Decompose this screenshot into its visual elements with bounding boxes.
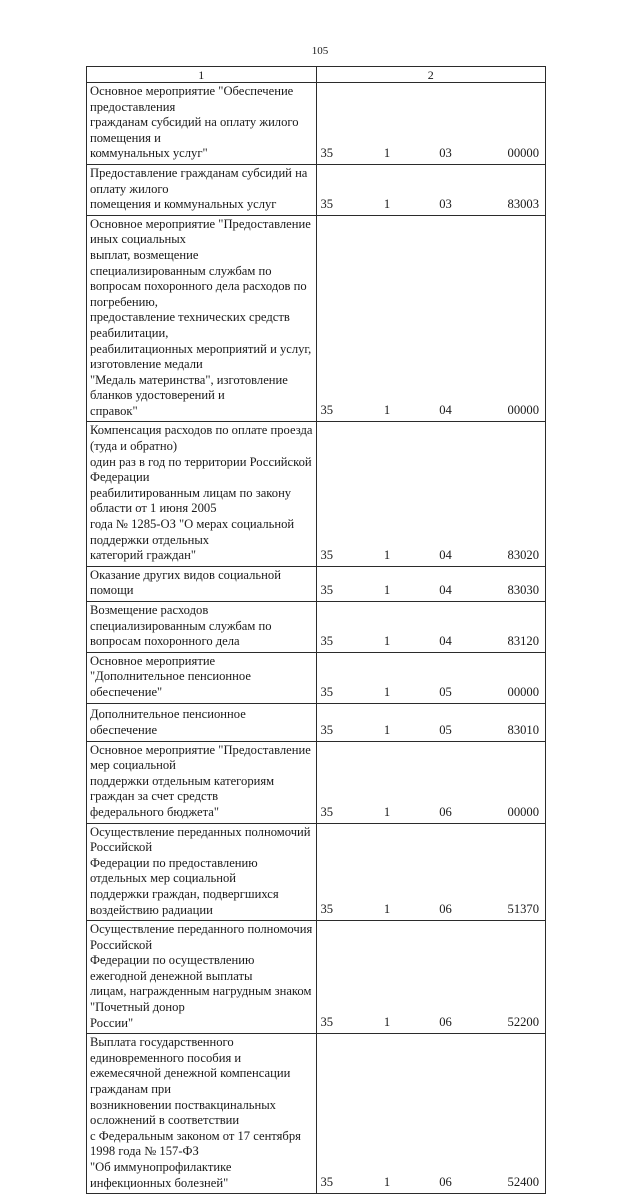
code-program: 35 [320, 684, 334, 699]
code-program: 35 [320, 804, 334, 819]
code-measure: 03 [439, 196, 452, 211]
row-description [87, 703, 317, 741]
row-description [87, 602, 317, 653]
row-code [316, 652, 546, 703]
code-subprogram: 1 [383, 804, 391, 819]
code-direction: 83030 [507, 583, 539, 597]
row-code [316, 164, 546, 215]
description-line: реабилитационных мероприятий и услуг, изготовление медали [90, 341, 312, 372]
code-measure: 04 [439, 583, 452, 597]
code-measure: 06 [439, 1015, 452, 1030]
code-measure: 05 [439, 684, 452, 699]
description-line: лицам, награжденным нагрудным знаком "Почетный донор [90, 984, 312, 1015]
code-direction: 83010 [507, 722, 539, 737]
code-subprogram: 1 [383, 403, 391, 418]
description-line: гражданам субсидий на оплату жилого помещения и [90, 115, 299, 145]
description-line: Федерации по предоставлению отдельных мер социальной [90, 855, 258, 886]
description-line: Основное мероприятие "Обеспечение предоставления [90, 84, 294, 114]
description-line: с Федеральным законом от 17 сентября 1998 года № 157-ФЗ [90, 1128, 301, 1159]
description-line: вопросам похоронного дела [90, 634, 240, 649]
description-line: "Медаль материнства", изготовление бланков удостоверений и [90, 372, 288, 403]
description-line: Основное мероприятие "Предоставление иных социальных [90, 216, 311, 247]
code-subprogram: 1 [383, 145, 391, 160]
code-program: 35 [320, 722, 334, 737]
row-code [316, 566, 546, 601]
row-code [316, 83, 546, 165]
code-direction: 83020 [507, 547, 539, 562]
row-description [87, 164, 317, 215]
row-description [87, 215, 317, 422]
code-subprogram: 1 [383, 583, 391, 597]
code-program: 35 [320, 633, 334, 648]
description-line: года № 1285-ОЗ "О мерах социальной поддержки отдельных [90, 517, 295, 547]
row-description [87, 566, 317, 601]
description-line: предоставление технических средств реабилитации, [90, 310, 290, 340]
description-line: Основное мероприятие "Дополнительное пенсионное [90, 653, 251, 684]
description-line: категорий граждан" [90, 548, 196, 563]
description-line: обеспечение" [90, 684, 163, 699]
description-line: России" [90, 1015, 134, 1030]
code-direction: 52400 [507, 1175, 539, 1190]
description-line: возникновении поствакцинальных осложнений в соответствии [90, 1097, 276, 1128]
row-code [316, 921, 546, 1034]
table-row [87, 83, 546, 165]
code-subprogram: 1 [383, 1175, 391, 1190]
header-col-1: 1 [87, 67, 317, 83]
code-measure: 06 [439, 804, 452, 819]
row-description [87, 921, 317, 1034]
code-direction: 00000 [507, 804, 539, 819]
description-line: Основное мероприятие "Предоставление мер социальной [90, 742, 311, 773]
row-code [316, 215, 546, 422]
row-code [316, 703, 546, 741]
code-direction: 00000 [507, 684, 539, 699]
row-description [87, 1034, 317, 1194]
table-row [87, 164, 546, 215]
header-col-2: 2 [316, 67, 546, 83]
table-row [87, 703, 546, 741]
row-code [316, 1034, 546, 1194]
code-measure: 06 [439, 1175, 452, 1190]
code-direction: 00000 [507, 145, 539, 160]
description-line: "Об иммунопрофилактике инфекционных болезней" [90, 1160, 232, 1190]
row-code [316, 422, 546, 566]
row-code [316, 602, 546, 653]
code-program: 35 [320, 196, 334, 211]
description-line: Предоставление гражданам субсидий на оплату жилого [90, 165, 308, 196]
description-line: коммунальных услуг" [90, 146, 208, 161]
description-line: справок" [90, 403, 138, 418]
row-code [316, 741, 546, 823]
code-subprogram: 1 [383, 1015, 391, 1030]
code-subprogram: 1 [383, 547, 391, 562]
description-line: помещения и коммунальных услуг [90, 197, 277, 212]
page-number: 105 [311, 45, 329, 57]
table-row [87, 741, 546, 823]
table-row [87, 1034, 546, 1194]
code-direction: 83120 [507, 633, 539, 648]
description-line: Осуществление переданного полномочия Российской [90, 922, 313, 952]
code-program: 35 [320, 547, 334, 562]
code-program: 35 [320, 1015, 334, 1030]
code-subprogram: 1 [383, 196, 391, 211]
description-line: поддержки отдельным категориям граждан за счет средств [90, 773, 275, 804]
code-measure: 05 [439, 722, 452, 737]
code-subprogram: 1 [383, 633, 391, 648]
description-line: поддержки граждан, подвергшихся воздействию радиации [90, 886, 279, 917]
table-row [87, 422, 546, 566]
table-row [87, 566, 546, 601]
code-measure: 03 [439, 145, 452, 160]
code-direction: 52200 [507, 1015, 539, 1030]
description-line: один раз в год по территории Российской Федерации [90, 454, 312, 485]
table-header-row [87, 67, 546, 83]
code-subprogram: 1 [383, 722, 391, 737]
code-measure: 04 [439, 403, 452, 418]
description-line: Оказание других видов социальной помощи [90, 567, 281, 598]
description-line: ежемесячной денежной компенсации гражданам при [90, 1066, 291, 1097]
code-subprogram: 1 [383, 902, 391, 917]
description-line: Возмещение расходов специализированным службам по [90, 603, 272, 633]
code-measure: 04 [439, 547, 452, 562]
row-code [316, 823, 546, 921]
description-line: Осуществление переданных полномочий Российской [90, 824, 311, 855]
code-program: 35 [320, 403, 334, 418]
code-measure: 04 [439, 633, 452, 648]
code-program: 35 [320, 145, 334, 160]
table-row [87, 215, 546, 422]
description-line: Выплата государственного единовременного пособия и [90, 1035, 242, 1065]
code-direction: 51370 [507, 902, 539, 917]
code-subprogram: 1 [383, 684, 391, 699]
row-description [87, 83, 317, 165]
table-row [87, 652, 546, 703]
budget-table [86, 66, 546, 1194]
row-description [87, 741, 317, 823]
description-line: Федерации по осуществлению ежегодной денежной выплаты [90, 953, 255, 983]
table-row [87, 823, 546, 921]
description-line: реабилитированным лицам по закону области от 1 июня 2005 [90, 485, 292, 516]
row-description [87, 652, 317, 703]
code-program: 35 [320, 1175, 334, 1190]
code-program: 35 [320, 583, 334, 597]
code-direction: 83003 [507, 196, 539, 211]
description-line: федерального бюджета" [90, 804, 220, 819]
row-description [87, 823, 317, 921]
code-measure: 06 [439, 902, 452, 917]
description-line: Дополнительное пенсионное обеспечение [90, 707, 246, 737]
table-row [87, 921, 546, 1034]
table-row [87, 602, 546, 653]
description-line: выплат, возмещение специализированным службам по [90, 247, 272, 278]
code-program: 35 [320, 902, 334, 917]
code-direction: 00000 [507, 403, 539, 418]
row-description [87, 422, 317, 566]
description-line: вопросам похоронного дела расходов по погребению, [90, 279, 307, 309]
description-line: Компенсация расходов по оплате проезда (туда и обратно) [90, 423, 313, 454]
